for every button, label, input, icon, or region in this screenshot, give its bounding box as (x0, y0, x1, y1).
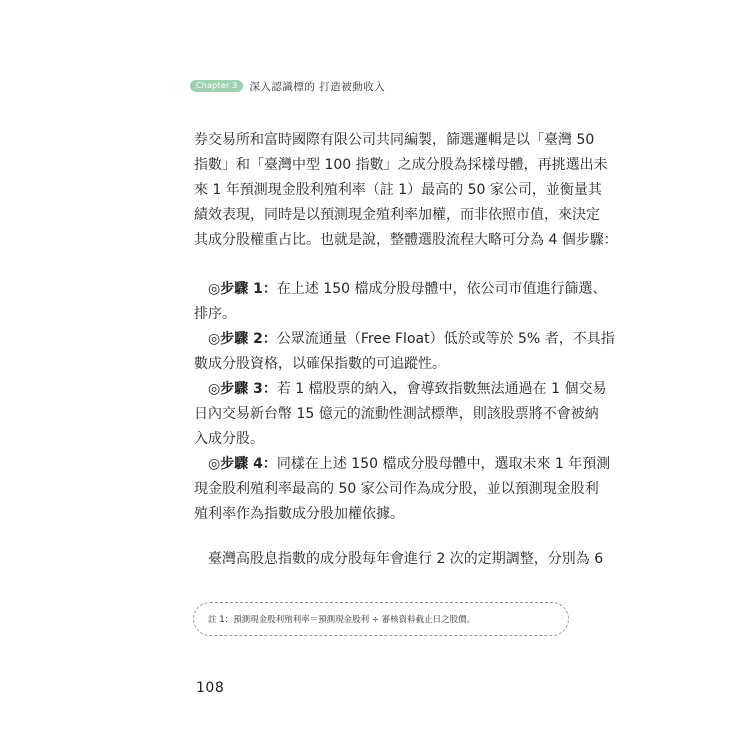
chapter-badge: Chapter 3 (190, 80, 243, 92)
text-line: 臺灣高股息指數的成分股每年會進行 2 次的定期調整，分別為 6 (208, 551, 604, 567)
text-line (194, 452, 611, 477)
text-line: 排序。 (194, 306, 236, 322)
running-header (190, 78, 385, 94)
closing-paragraph (194, 547, 604, 572)
step-label: ◎步驟 2： (208, 331, 277, 347)
step-label: ◎步驟 3： (208, 381, 277, 397)
page-number: 108 (196, 680, 225, 696)
step-2 (194, 327, 615, 377)
step-4 (194, 452, 611, 527)
step-1 (194, 277, 607, 327)
text-line (194, 277, 607, 302)
text-line: 績效表現，同時是以預測現金殖利率加權，而非依照市值，來決定 (194, 207, 600, 223)
text-line: 現金股利殖利率最高的 50 家公司作為成分股，並以預測現金股利 (194, 481, 599, 497)
chapter-title: 深入認識標的 打造被動收入 (249, 80, 386, 93)
step-text: 同樣在上述 150 檔成分股母體中，選取未來 1 年預測 (276, 456, 611, 472)
footnote-box (193, 602, 569, 636)
step-3 (194, 377, 607, 452)
text-line: 指數」和「臺灣中型 100 指數」之成分股為採樣母體，再挑選出未 (194, 157, 608, 173)
step-label: ◎步驟 4： (208, 456, 277, 472)
step-text: 在上述 150 檔成分股母體中，依公司市值進行篩選、 (276, 281, 607, 297)
text-line: 券交易所和富時國際有限公司共同編製，篩選邏輯是以「臺灣 50 (194, 132, 595, 148)
step-text: 若 1 檔股票的納入，會導致指數無法通過在 1 個交易 (276, 381, 607, 397)
text-line: 殖利率作為指數成分股加權依據。 (194, 506, 404, 522)
text-line (194, 327, 615, 352)
text-line: 其成分股權重占比。也就是說，整體選股流程大略可分為 4 個步驟： (194, 232, 618, 248)
footnote-text: 註 1：預測現金股利殖利率＝預測現金股利 ÷ 審核資料截止日之股價。 (208, 615, 476, 625)
text-line (194, 377, 607, 402)
text-line: 數成分股資格，以確保指數的可追蹤性。 (194, 356, 446, 372)
step-label: ◎步驟 1： (208, 281, 277, 297)
intro-paragraph (194, 128, 618, 253)
step-text: 公眾流通量（Free Float）低於或等於 5% 者，不具指 (276, 331, 615, 347)
text-line: 來 1 年預測現金股利殖利率（註 1）最高的 50 家公司，並衡量其 (194, 182, 602, 198)
text-line: 入成分股。 (194, 431, 264, 447)
text-line: 日內交易新台幣 15 億元的流動性測試標準，則該股票將不會被納 (194, 406, 599, 422)
